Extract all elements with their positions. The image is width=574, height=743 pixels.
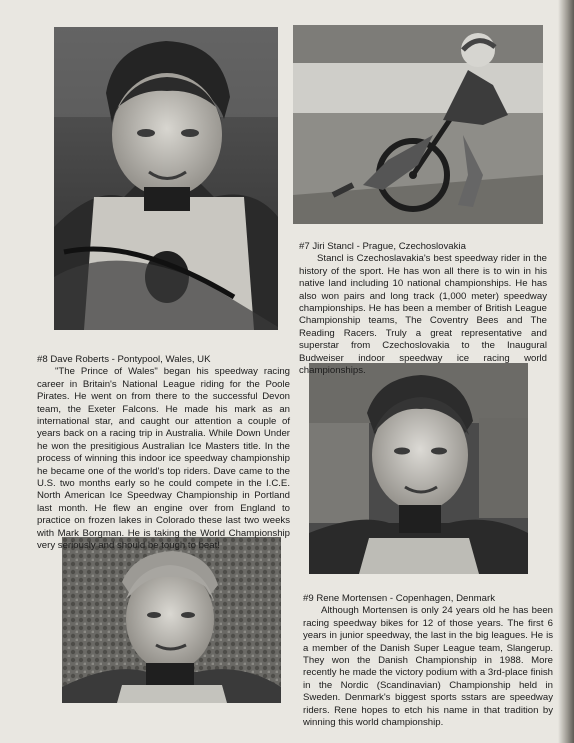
jiri-stancl-heading: #7 Jiri Stancl - Prague, Czechoslovakia [299,241,466,252]
rene-mortensen-bio: Although Mortensen is only 24 years old he has been racing speedway bikes for 12 of those years. The first 6 years in junior speedway, the last in the big leagues. He is a member of the Danish Super League team, Slangerup. They won the Danish Championship in 1988. More recently he made the victory podium with a 3rd-place finish in the Nordic (Scandinavian) Championship held in Sweden. Denmark's biggest sports sstars are speedway riders. Rene hopes to etch his name in that tradition by winning this world championship. [303,605,553,729]
dave-roberts-bio: "The Prince of Wales" began his speedway racing career in Britain's National League riding for the Poole Pirates. He went on from there to the successful Devon team, the Exeter Falcons. He made his mark as an international star, and caught our attention a couple of years back on a racing trip in Australia. While Down Under he won the presitigious Australian Ice Masters title. In the process of winning this indoor ice speedway championship he became one of the world's top riders. Dave came to the U.S. two months early so he could compete in the I.C.E. North American Ice Speedway Championship in Portland last month. He flew an engine over from England to practice on frozen lakes in Colorado these last two weeks with Mark Borgman. He is taking the World Championship very seriously and should be tough to beat! [37,366,290,552]
dave-roberts-caption [37,354,290,553]
rene-mortensen-heading: #9 Rene Mortensen - Copenhagen, Denmark [303,593,495,604]
jiri-stancl-photo [293,25,543,224]
rene-mortensen-photo [309,363,528,574]
jiri-stancl-caption [299,241,547,377]
jiri-stancl-bio: Stancl is Czechoslavakia's best speedway rider in the history of the sport. He has won all there is to win in his native land including 10 national championships. He has also won pairs and long track (1,000 meter) speedway championships. He has been a member of British League Championship teams, The Coventry Bees and The Reading Racers. Truly a great representative and superstar from Czechoslovakia to the Inaugural Budweiser indoor speedway ice racing world championships. [299,253,547,377]
dave-roberts-photo [54,27,278,330]
rider-portrait-photo [62,537,281,703]
page-binding-shadow [558,0,574,743]
dave-roberts-heading: #8 Dave Roberts - Pontypool, Wales, UK [37,354,211,365]
rene-mortensen-caption [303,593,553,729]
